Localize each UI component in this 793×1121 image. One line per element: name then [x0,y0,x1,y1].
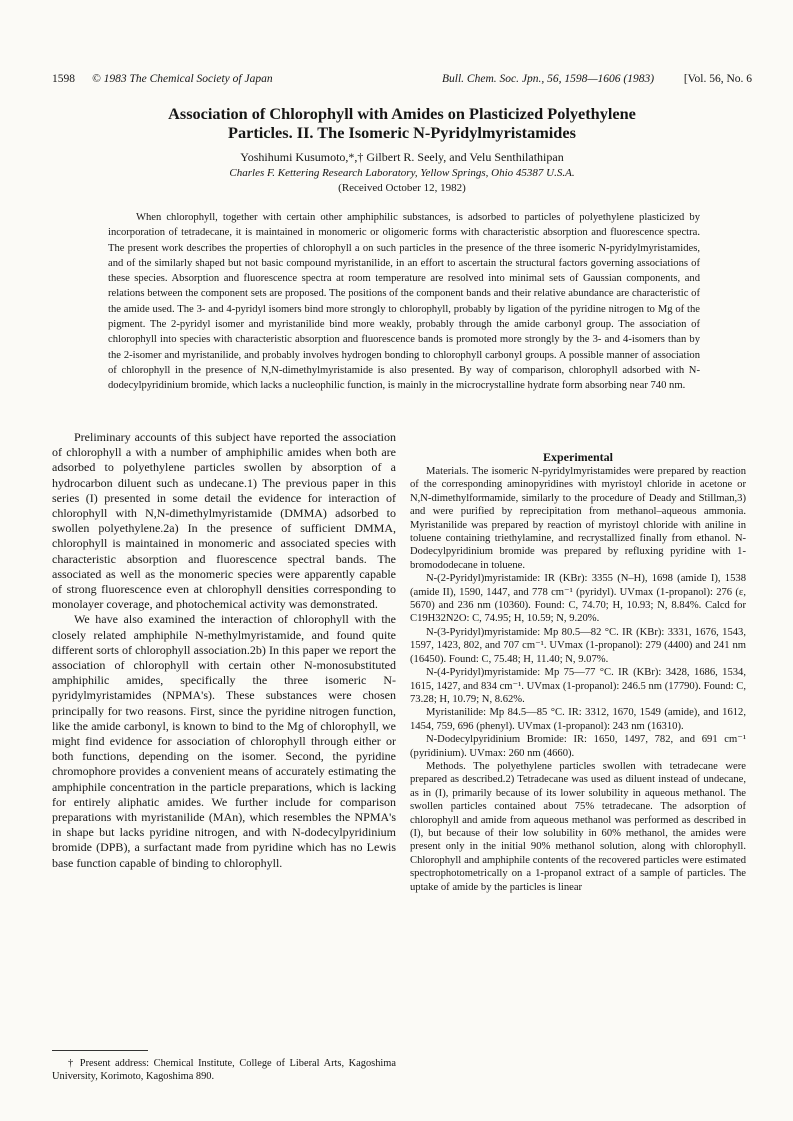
title-line-2: Particles. II. The Isomeric N-Pyridylmyristamides [228,123,576,142]
page-number: 1598 [52,73,75,85]
compound-4-pyridyl: N-(4-Pyridyl)myristamide: Mp 75—77 °C. IR (KBr): 3428, 1686, 1534, 1615, 1427, and 834 cm⁻¹. UVmax (1-propanol): 246.5 nm (17790). Found: C, 73.28; H, 10.79; N, 8.62%. [410,667,746,705]
footnote-divider [52,1050,148,1051]
abstract-text: When chlorophyll, together with certain other amphiphilic substances, is adsorbed to particles of polyethylene plasticized by incorporation of tetradecane, it is maintained in monomeric or oligomeric forms with characteristic absorption and fluorescence spectra. The present work describes the properties of chlorophyll a on such particles in the presence of the three isomeric N-pyridylmyristamides, and of the similarly shaped but not basic compound myristanilide, in an effort to ascertain the structural factors governing associations of these species. Absorption and fluorescence spectra at room temperature are resolved into minimal sets of Gaussian components, and relations between the component sets are proposed. The positions of the component bands and their relative abundance are characteristic of the amide used. The 3- and 4-pyridyl isomers bind more strongly to chlorophyll, probably by ligation of the pyridine nitrogen to Mg of the pigment. The 2-pyridyl isomer and myristanilide bind more weakly, probably through the amide carbonyl group. The association of chlorophyll into species with characteristic absorption and fluorescence bands is promoted more strongly by the 3- and 4-isomers than by the 2-isomer and myristanilide, and probably involves hydrogen bonding to chlorophyll carbonyl groups. A possible manner of association of chlorophyll in the presence of N,N-dimethylmyristamide is also presented. By way of comparison, chlorophyll adsorbed with N-dodecylpyridinium bromide, which lacks a nucleophilic function, is mainly in the microcrystalline hydrate form absorbing near 740 nm. [108,212,700,392]
compound-2-pyridyl: N-(2-Pyridyl)myristamide: IR (KBr): 3355 (N–H), 1698 (amide I), 1538 (amide II), 1590, 1447, and 778 cm⁻¹ (pyridyl). UVmax (1-propanol): 276 (ε, 5670) and 236 nm (10360). Found: C, 74.70; H, 10.93; N, 8.84%. Calcd for C19H32N2O: C, 74.95; H, 10.59; N, 9.20%. [410,573,746,625]
article-title [62,104,742,142]
footnote [52,1057,396,1083]
running-header [52,72,752,86]
intro-paragraph-2: We have also examined the interaction of chlorophyll with the closely related amphiphile N-methylmyristamide, and found quite different sorts of chlorophyll association.2b) In this paper we report the association of chlorophyll with certain other N-monosubstituted amphiphilic amides, specifically the three isomeric N-pyridylmyristamides (NPMA's). These substances were chosen principally for two reasons. First, since the pyridine nitrogen function, like the amide carbonyl, is known to bind to the Mg of chlorophyll, we might find evidence for association of chlorophyll through either or both functions, depending on the isomer. Second, the pyridine chromophore provides a convenient means of accurately estimating the amphiphile concentration in the particle preparations, which is lacking for entirely aliphatic amides. We further include for comparison preparations with myristanilide (MAn), which resembles the NPMA's in shape but lacks pyridine nitrogen, and with N-dodecylpyridinium bromide (DPB), a surfactant made from pyridine which has no Lewis base function capable of binding to chlorophyll. [52,612,396,870]
received-date: (Received October 12, 1982) [338,182,466,194]
compound-3-pyridyl: N-(3-Pyridyl)myristamide: Mp 80.5—82 °C. IR (KBr): 3331, 1676, 1543, 1597, 1423, 802, and 707 cm⁻¹. UVmax (1-propanol): 279 (4400) and 241 nm (16450). Found: C, 75.48; H, 11.40; N, 9.07%. [410,626,746,665]
author-list: Yoshihumi Kusumoto,*,† Gilbert R. Seely, and Velu Senthilathipan [240,150,564,164]
section-heading-experimental: Experimental [543,450,613,464]
footnote-text: † Present address: Chemical Institute, College of Liberal Arts, Kagoshima University, Korimoto, Kagoshima 890. [52,1058,396,1083]
affiliation: Charles F. Kettering Research Laboratory, Yellow Springs, Ohio 45387 U.S.A. [229,167,575,179]
materials-paragraph: Materials. The isomeric N-pyridylmyristamides were prepared by reaction of the corresponding aminopyridines with myristoyl chloride in acetone or N,N-dimethylformamide, similarly to the procedure of Deady and Stillman,3) and were purified by reprecipitation from methanol–aqueous ammonia. Myristanilide was prepared by reaction of myristoyl chloride with aniline in toluene containing triethylamine, and recrystallized finally from ethanol. N-Dodecylpyridinium bromide was prepared by refluxing pyridine with 1-bromododecane in toluene. [410,466,746,571]
compound-myristanilide: Myristanilide: Mp 84.5—85 °C. IR: 3312, 1670, 1549 (amide), and 1612, 1454, 759, 696 (phenyl). UVmax (1-propanol): 243 nm (16310). [410,707,746,732]
title-line-1: Association of Chlorophyll with Amides on Plasticized Polyethylene [168,104,636,123]
volume-issue: [Vol. 56, No. 6 [683,73,752,85]
journal-citation: Bull. Chem. Soc. Jpn., 56, 1598—1606 (1983) [442,73,655,85]
left-column [52,430,396,871]
right-column [410,450,746,894]
abstract [108,210,700,394]
copyright-notice: © 1983 The Chemical Society of Japan [92,73,273,85]
intro-paragraph-1: Preliminary accounts of this subject have reported the association of chlorophyll a with a number of amphiphilic amides when both are adsorbed to polyethylene particles swollen by absorption of a hydrocarbon diluent such as undecane.1) The previous paper in this series (I) presented in some detail the evidence for interaction of chlorophyll with N,N-dimethylmyristamide (DMMA) adsorbed to swollen polyethylene.2a) In the presence of sufficient DMMA, chlorophyll is maintained in monomeric and associated species with characteristic absorption and fluorescence spectral bands. The associated as well as the monomeric species were apparently capable of strong fluorescence even at chlorophyll densities corresponding to monolayer coverage, and photochemical activity was demonstrated. [52,430,396,612]
methods-paragraph: Methods. The polyethylene particles swollen with tetradecane were prepared as described.2) Tetradecane was used as diluent instead of undecane, as in (I), primarily because of its lower solubility in aqueous methanol. The swollen particles contained about 75% tetradecane. The adsorption of chlorophyll and amide from aqueous methanol was performed as described in (I), but because of their low solubility in 60% methanol, the amides were present only in the initial 90% methanol solution, along with chlorophyll. Chlorophyll and amphiphile contents of the recovered particles were estimated spectrophotometrically on a 1-propanol extract of a sample of particles. The uptake of amide by the particles is linear [410,760,746,893]
compound-dodecylpyridinium: N-Dodecylpyridinium Bromide: IR: 1650, 1497, 782, and 691 cm⁻¹ (pyridinium). UVmax: 260 nm (4660). [410,734,746,759]
